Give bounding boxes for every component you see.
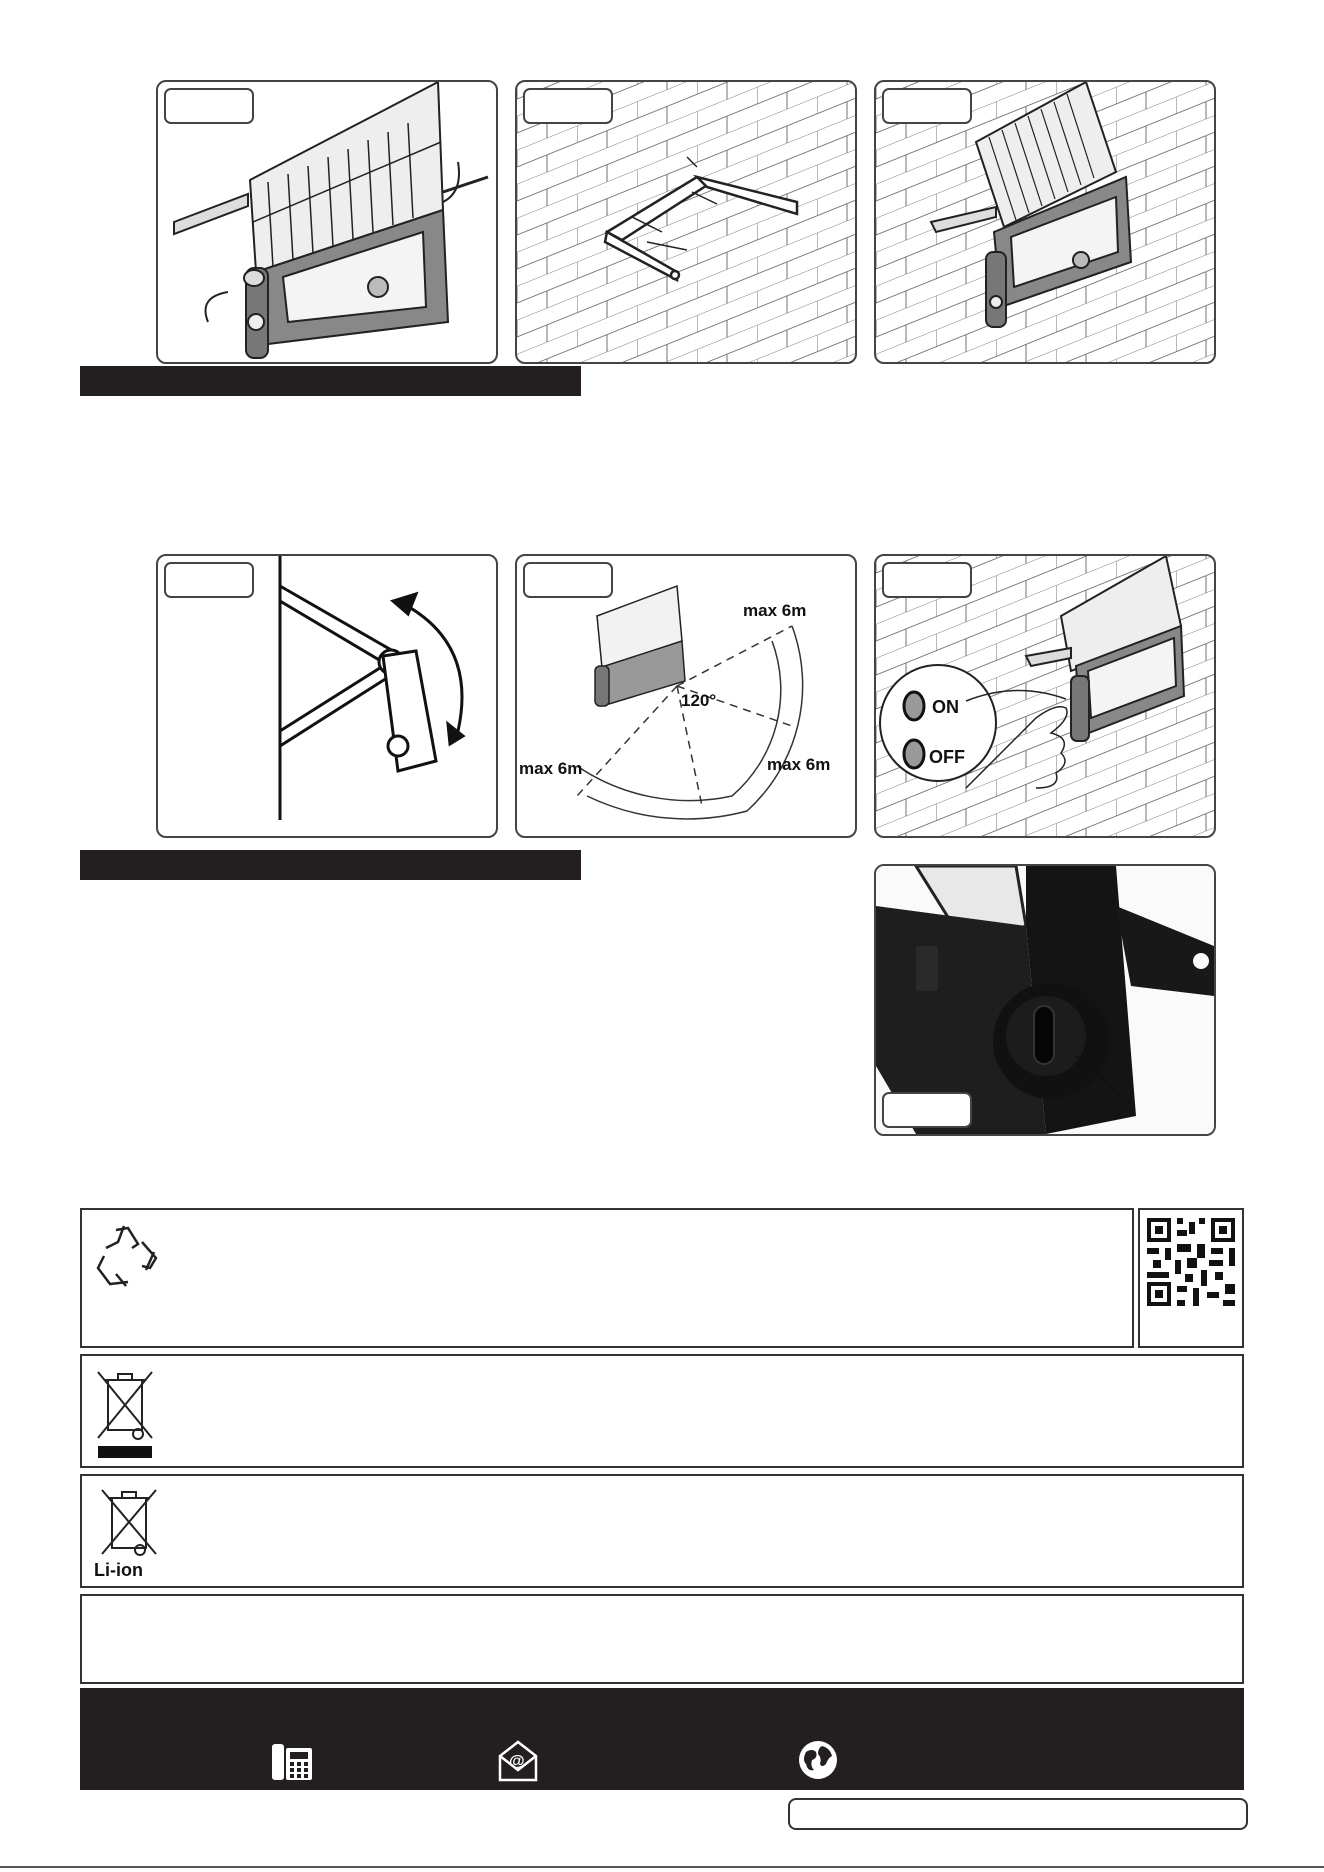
weee-disposal-box — [80, 1354, 1244, 1468]
range-label-right: max 6m — [767, 755, 831, 774]
figure-panel-6 — [874, 554, 1216, 838]
switch-on-label: ON — [932, 697, 959, 717]
figure-panel-4 — [156, 554, 498, 838]
figure-tag — [164, 88, 254, 124]
battery-type-label: Li-ion — [94, 1560, 143, 1580]
illustration-motion-range — [517, 556, 855, 836]
footer-label-pill — [788, 1798, 1248, 1830]
qr-code-box — [1138, 1208, 1244, 1348]
crossed-bin-icon — [94, 1366, 160, 1460]
figure-tag — [882, 88, 972, 124]
illustration-light-mounted — [876, 82, 1214, 362]
email-icon — [496, 1738, 540, 1782]
bottom-rule — [0, 1866, 1324, 1868]
detection-angle-label: 120° — [681, 691, 717, 710]
illustration-bracket-wall — [517, 82, 855, 362]
range-label-top: max 6m — [743, 601, 807, 620]
battery-disposal-box — [80, 1474, 1244, 1588]
range-label-left: max 6m — [519, 759, 583, 778]
contact-footer — [80, 1688, 1244, 1790]
figure-tag — [523, 562, 613, 598]
battery-cover-photo — [874, 864, 1216, 1136]
figure-panel-5 — [515, 554, 857, 838]
figure-tag — [882, 1092, 972, 1128]
illustration-panel-tilt — [158, 556, 496, 836]
figure-panel-3 — [874, 80, 1216, 364]
globe-icon — [796, 1738, 840, 1782]
section-header-bar-2 — [80, 850, 581, 880]
recycle-icon — [94, 1222, 164, 1288]
figure-panel-1 — [156, 80, 498, 364]
section-header-bar-1 — [80, 366, 581, 396]
switch-off-label: OFF — [929, 747, 965, 767]
recycling-info-box — [80, 1208, 1134, 1348]
crossed-battery-bin-icon — [94, 1486, 168, 1580]
phone-icon — [270, 1738, 314, 1782]
svg-text:@: @ — [509, 1753, 525, 1770]
figure-tag — [523, 88, 613, 124]
illustration-on-off-switch — [876, 556, 1214, 836]
figure-tag — [882, 562, 972, 598]
qr-code-icon — [1145, 1216, 1237, 1308]
figure-tag — [164, 562, 254, 598]
illustration-light-assembly — [158, 82, 496, 362]
notice-box — [80, 1594, 1244, 1684]
figure-panel-2 — [515, 80, 857, 364]
